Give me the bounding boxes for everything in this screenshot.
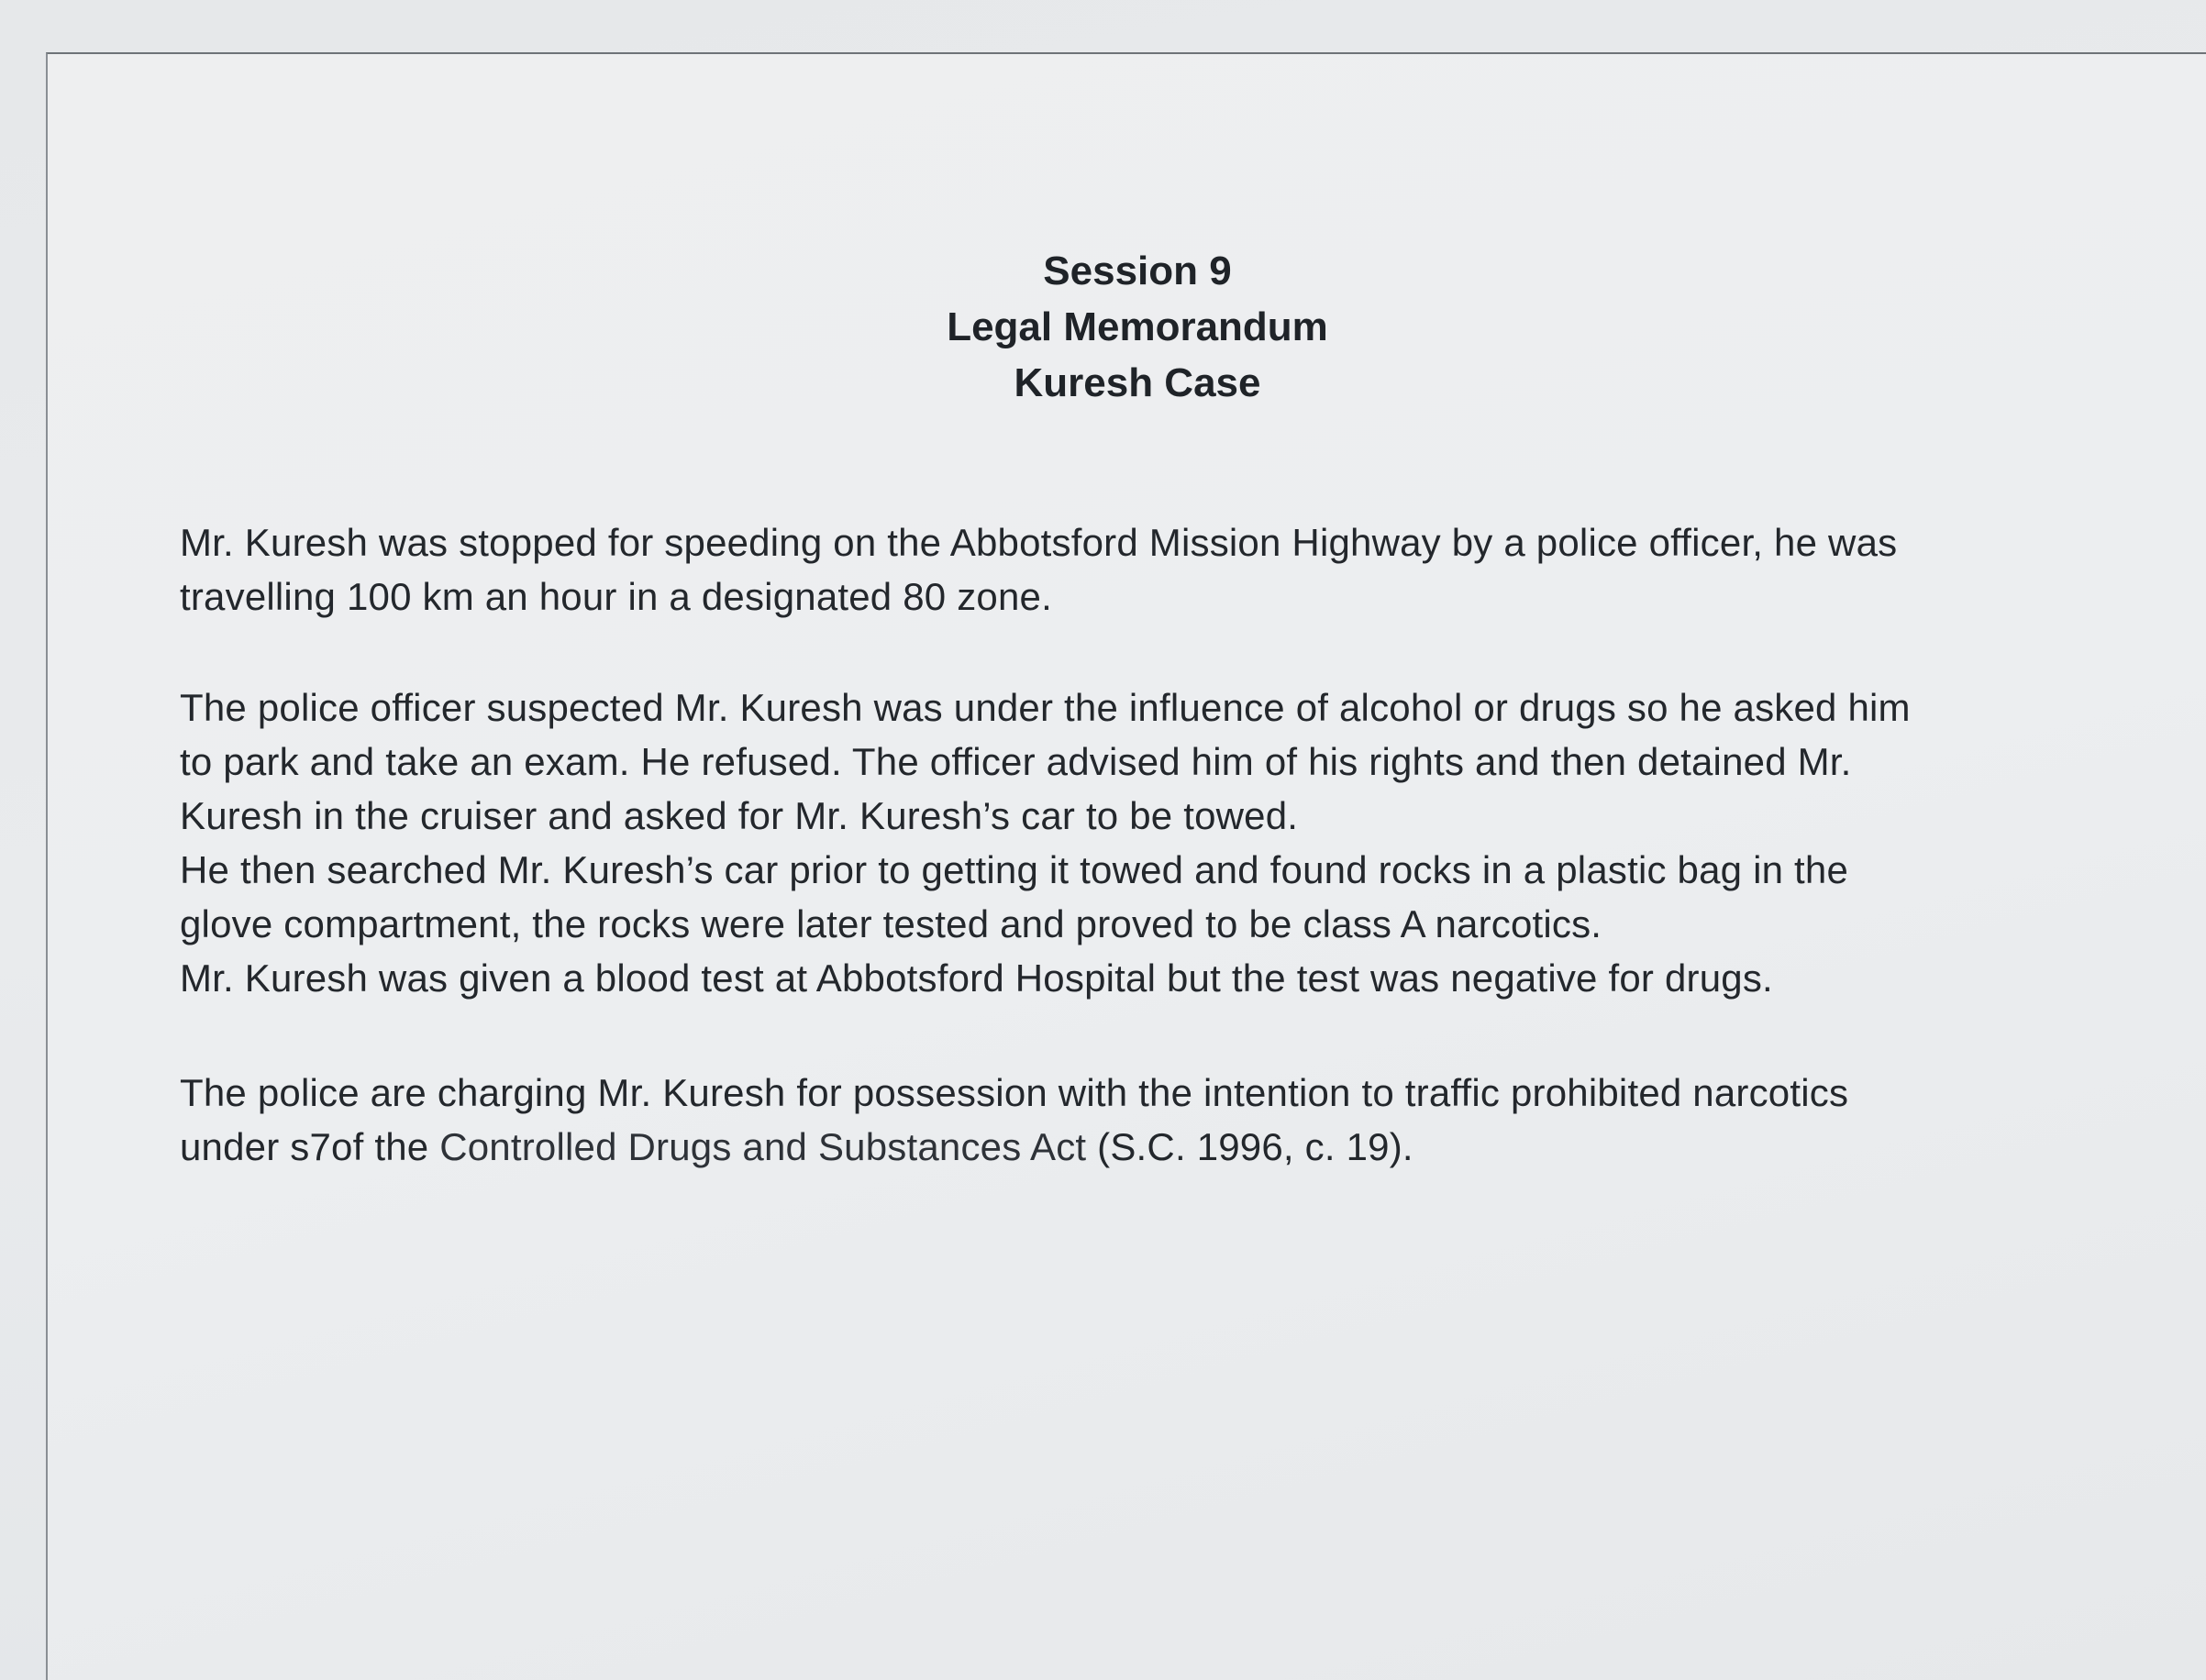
paragraph-line: Mr. Kuresh was stopped for speeding on the Abbotsford Mission Highway by a police officer, he was <box>180 521 1898 564</box>
document-header <box>899 243 1376 411</box>
paragraph-line: to park and take an exam. He refused. The officer advised him of his rights and then detained Mr. <box>180 740 1852 783</box>
paragraph-traffic-stop <box>180 515 2088 624</box>
paragraph-line: Kuresh in the cruiser and asked for Mr. Kuresh’s car to be towed. <box>180 794 1299 837</box>
paragraph-line: Mr. Kuresh was given a blood test at Abbotsford Hospital but the test was negative for drugs. <box>180 956 1773 1000</box>
statute-name: Controlled Drugs and Substances Act <box>439 1125 1087 1168</box>
paragraph-line: glove compartment, the rocks were later tested and proved to be class A narcotics. <box>180 902 1602 945</box>
paragraph-charges <box>180 1066 2088 1174</box>
paragraph-line: travelling 100 km an hour in a designated 80 zone. <box>180 575 1052 618</box>
session-heading: Session 9 <box>1043 249 1232 293</box>
case-heading: Kuresh Case <box>1014 360 1261 405</box>
paragraph-search <box>180 680 2088 1005</box>
paragraph-line: The police officer suspected Mr. Kuresh was under the influence of alcohol or drugs so he asked him <box>180 686 1911 729</box>
paragraph-line: He then searched Mr. Kuresh’s car prior to getting it towed and found rocks in a plastic bag in the <box>180 848 1849 891</box>
paragraph-line: The police are charging Mr. Kuresh for possession with the intention to traffic prohibited narcotics <box>180 1071 1849 1114</box>
statute-citation: (S.C. 1996, c. 19). <box>1086 1125 1413 1168</box>
memo-title: Legal Memorandum <box>947 304 1328 349</box>
statute-prefix: under s7of the <box>180 1125 440 1168</box>
paragraph-line <box>180 1120 2088 1174</box>
